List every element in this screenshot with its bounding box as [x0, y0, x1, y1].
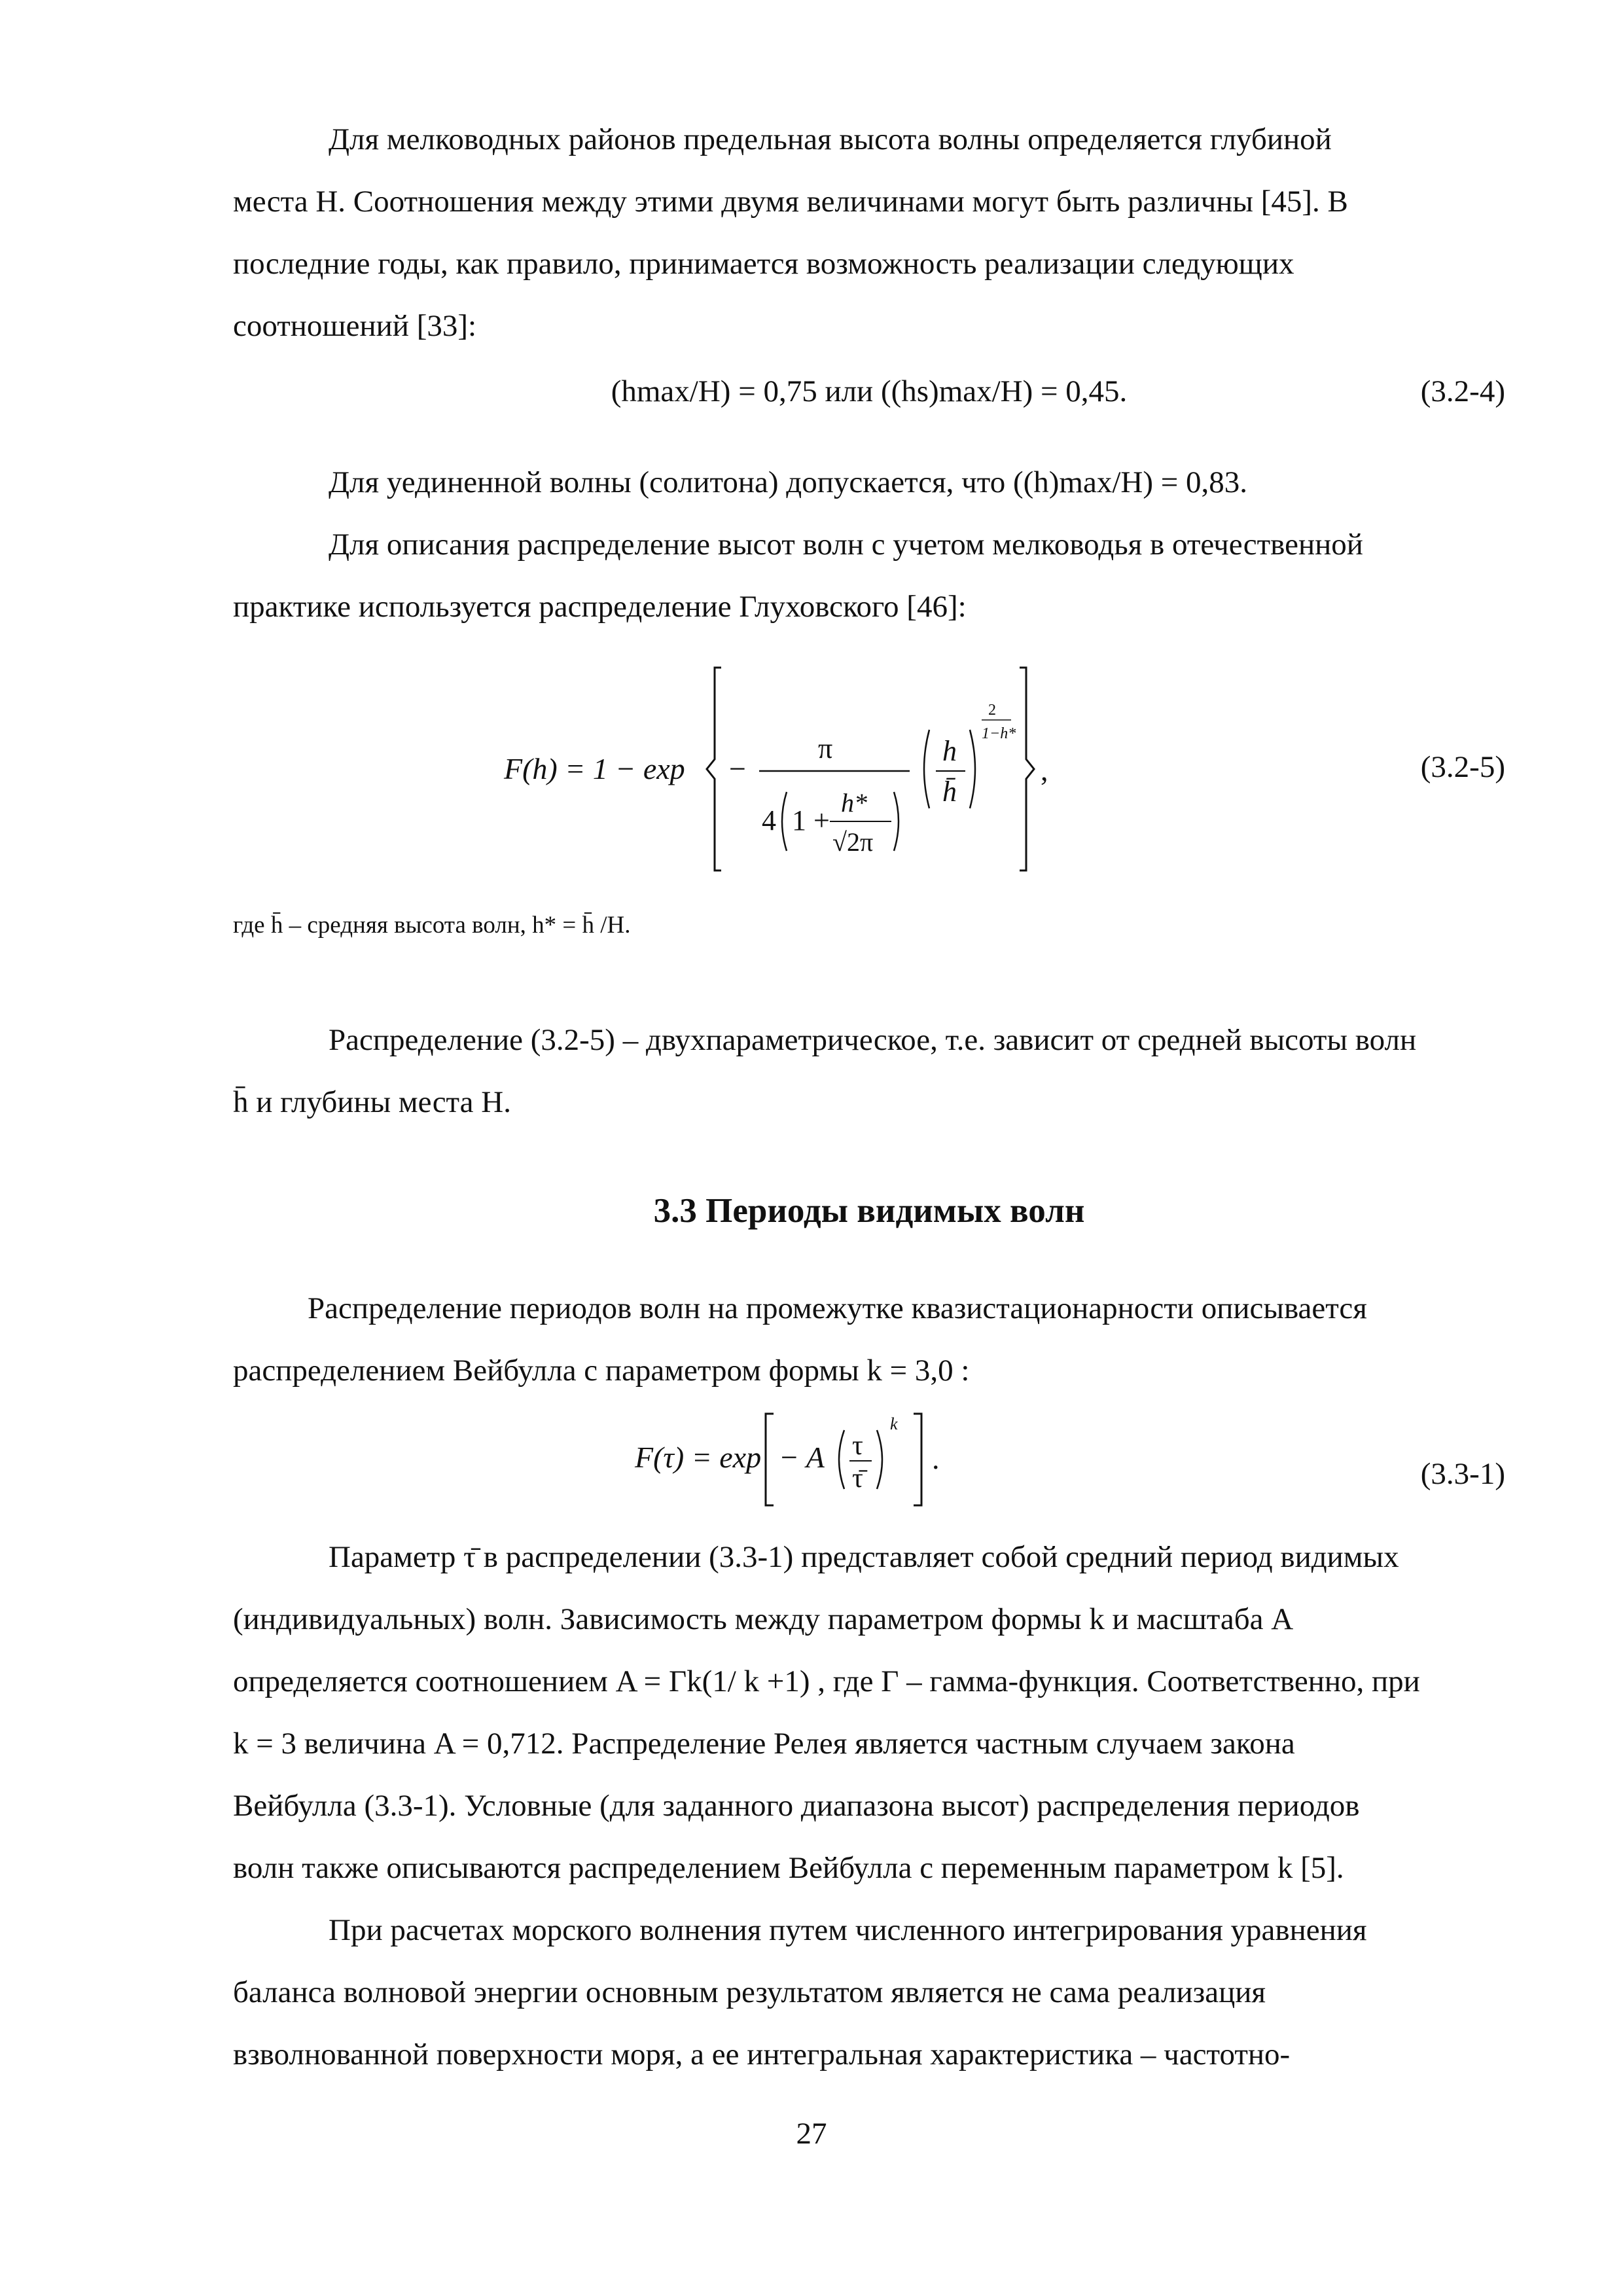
p5-line2: распределением Вейбулла с параметром формы k = 3,0 :: [233, 1354, 970, 1388]
paragraph-soliton: [233, 452, 1505, 514]
formula-3-2-5-lhs: F(h) = 1 − exp: [504, 752, 685, 785]
svg-text:− A: − A: [779, 1441, 825, 1474]
svg-text:√2π: √2π: [832, 827, 874, 857]
svg-text:4: 4: [762, 804, 776, 836]
svg-text:h*: h*: [841, 788, 867, 817]
section-heading-3-3: 3.3 Периоды видимых волн: [653, 1192, 1085, 1230]
svg-text:τ̄: τ̄: [852, 1463, 863, 1494]
svg-text:,: ,: [1041, 753, 1048, 787]
pi-symbol: π: [818, 732, 833, 764]
p6-line2: (индивидуальных) волн. Зависимость между параметром формы k и масштаба A: [233, 1602, 1294, 1636]
p7-line1: При расчетах морского волнения путем численного интегрирования уравнения: [329, 1913, 1367, 1947]
equation-number-3-2-4: (3.2-4): [1420, 374, 1505, 408]
p1-line4: соотношений [33]:: [233, 309, 477, 343]
paragraph-parameter-tau: [233, 1526, 1505, 1899]
equation-number-3-3-1-row: [233, 1454, 1505, 1494]
paragraph-glukhovsky-intro: [233, 514, 1505, 638]
p6-line3: определяется соотношением A = Γk(1/ k +1) , где Γ – гамма-функция. Соответственно, при: [233, 1664, 1420, 1698]
paragraph-shallow-water: [233, 109, 1505, 357]
equation-number-3-3-1: (3.3-1): [1420, 1457, 1505, 1491]
svg-text:k: k: [890, 1414, 898, 1433]
paragraph-two-parameter: [233, 1009, 1505, 1134]
svg-text:h̄: h̄: [942, 776, 957, 808]
p6-line5: Вейбулла (3.3-1). Условные (для заданного диапазона высот) распределения периодов: [233, 1789, 1360, 1823]
p4-line1: Распределение (3.2-5) – двухпараметрическое, т.е. зависит от средней высоты волн: [329, 1023, 1417, 1057]
p1-line2: места H. Соотношения между этими двумя величинами могут быть различны [45]. В: [233, 185, 1348, 219]
svg-text:−: −: [729, 752, 746, 785]
formula-3-3-1-lhs: F(τ) = exp: [635, 1441, 762, 1474]
p7-line2: баланса волновой энергии основным результатом является не сама реализация: [233, 1975, 1266, 2009]
p1-line1: Для мелководных районов предельная высота волны определяется глубиной: [329, 122, 1332, 156]
svg-text:2: 2: [988, 702, 996, 719]
paragraph-weibull-intro: [233, 1278, 1505, 1402]
svg-text:1−h*: 1−h*: [982, 725, 1016, 742]
where-definition: где h̄ – средняя высота волн, h* = h̄ /H.: [233, 912, 631, 939]
equation-number-3-2-5: (3.2-5): [1420, 750, 1505, 784]
p3-line1: Для описания распределение высот волн с учетом мелководья в отечественной: [329, 528, 1363, 562]
p4-line2: h̄ и глубины места H.: [233, 1085, 511, 1119]
p2-line1: Для уединенной волны (солитона) допускается, что ((h)max/H) = 0,83.: [329, 465, 1248, 499]
svg-text:τ: τ: [852, 1431, 863, 1461]
paragraph-wave-energy: [233, 1899, 1505, 2086]
p7-line3: взволнованной поверхности моря, а ее интегральная характеристика – частотно-: [233, 2037, 1291, 2072]
p5-line1: Распределение периодов волн на промежутке квазистационарности описывается: [308, 1291, 1367, 1325]
equation-number-3-2-5-row: [233, 747, 1505, 787]
svg-text:h: h: [942, 735, 957, 767]
p3-line2: практике используется распределение Глуховского [46]:: [233, 590, 967, 624]
svg-text:.: .: [932, 1442, 940, 1475]
svg-text:1 +: 1 +: [792, 804, 830, 836]
p6-line4: k = 3 величина A = 0,712. Распределение Релея является частным случаем закона: [233, 1727, 1295, 1761]
p1-line3: последние годы, как правило, принимается возможность реализации следующих: [233, 247, 1294, 281]
page-number: 27: [796, 2117, 827, 2151]
formula-3-2-4-expression: (hmax/H) = 0,75 или ((hs)max/H) = 0,45.: [611, 374, 1128, 408]
p6-line1: Параметр τ̄ в распределении (3.3-1) представляет собой средний период видимых: [329, 1540, 1399, 1574]
formula-3-2-4: [233, 372, 1505, 411]
p6-line6: волн также описываются распределением Вейбулла с переменным параметром k [5].: [233, 1851, 1344, 1885]
